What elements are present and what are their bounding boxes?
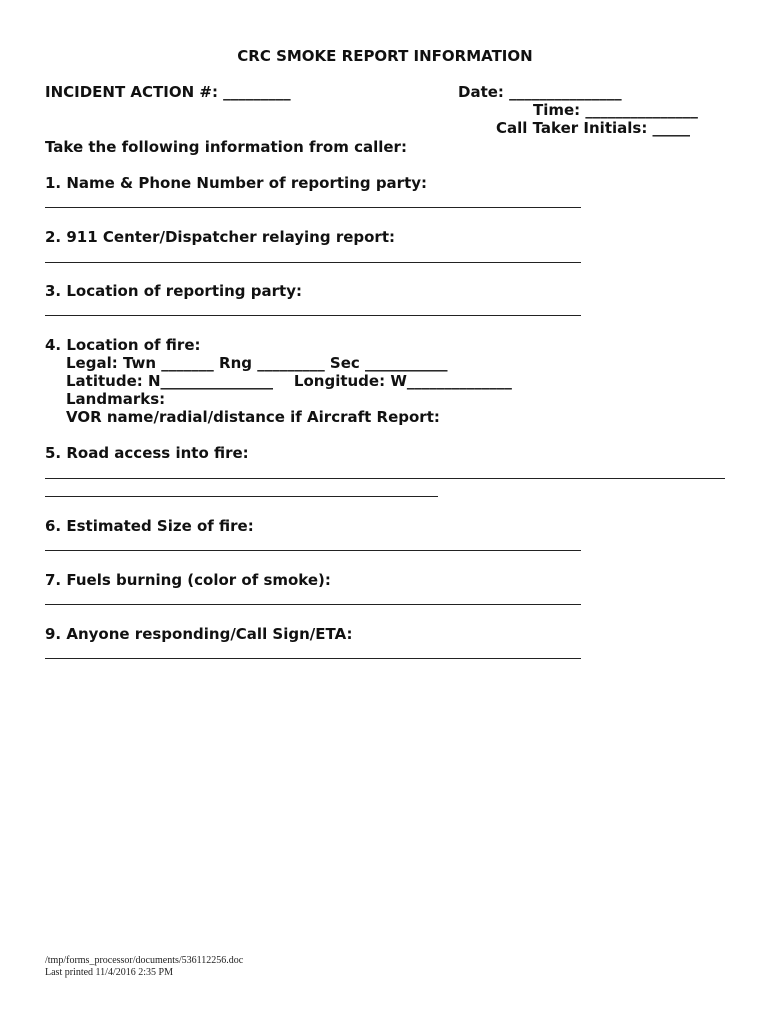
date-field[interactable]: Date: _______________ [458,83,622,101]
question-7-label: 7. Fuels burning (color of smoke): [45,571,331,589]
question-9-answer-line[interactable] [45,658,581,659]
question-3-label: 3. Location of reporting party: [45,282,302,300]
question-5-answer-line[interactable] [45,478,725,479]
page-title: CRC SMOKE REPORT INFORMATION [237,47,533,65]
question-9-label: 9. Anyone responding/Call Sign/ETA: [45,625,353,643]
question-7-answer-line[interactable] [45,604,581,605]
question-5-label: 5. Road access into fire: [45,444,249,462]
question-4-label: 4. Location of fire: [45,336,201,354]
incident-action-field[interactable]: INCIDENT ACTION #: _________ [45,83,291,101]
question-1-answer-line[interactable] [45,207,581,208]
question-5-answer-line-2[interactable] [45,496,438,497]
question-1-label: 1. Name & Phone Number of reporting party: [45,174,428,192]
time-field[interactable]: Time: _______________ [533,101,698,119]
question-6-answer-line[interactable] [45,550,581,551]
footer-file-path: /tmp/forms_processor/documents/536112256.doc [45,955,244,966]
question-2-label: 2. 911 Center/Dispatcher relaying report: [45,228,395,246]
vor-label: VOR name/radial/distance if Aircraft Report: [66,408,440,426]
footer-last-printed: Last printed 11/4/2016 2:35 PM [45,967,173,978]
legal-location-field[interactable]: Legal: Twn _______ Rng _________ Sec ___________ [66,354,448,372]
question-2-answer-line[interactable] [45,262,581,263]
question-3-answer-line[interactable] [45,315,581,316]
call-taker-initials-field[interactable]: Call Taker Initials: _____ [496,119,691,137]
intro-text: Take the following information from caller: [45,138,407,156]
landmarks-label: Landmarks: [66,390,166,408]
lat-long-field[interactable]: Latitude: N_______________ Longitude: W______________ [66,372,512,390]
question-6-label: 6. Estimated Size of fire: [45,517,254,535]
